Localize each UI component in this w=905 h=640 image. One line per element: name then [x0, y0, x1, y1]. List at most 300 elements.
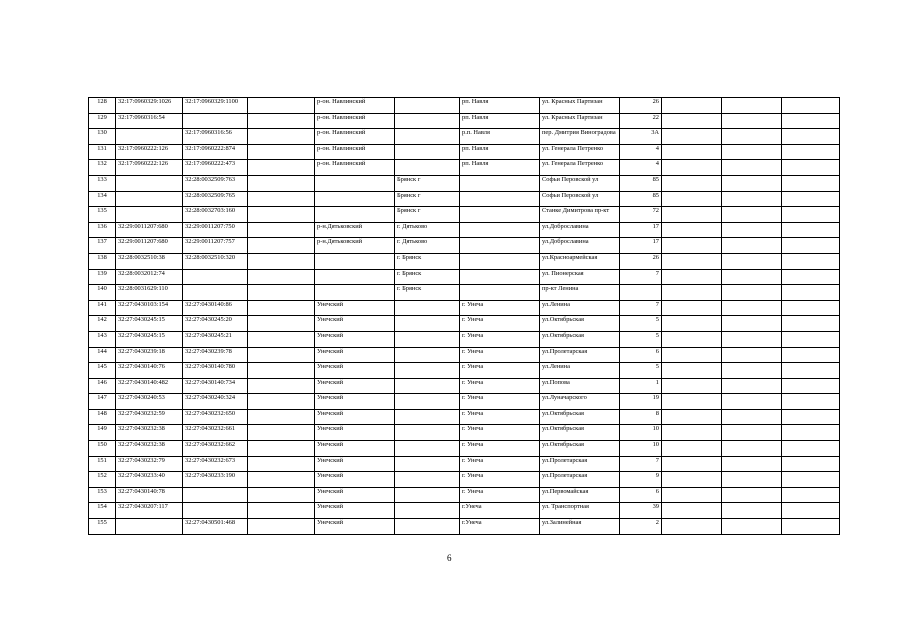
cell-city [395, 472, 460, 488]
cell-city: г. Брянск [395, 269, 460, 285]
cell-extra-column-2 [722, 316, 782, 332]
cell-street: ул.Доброславина [540, 222, 620, 238]
cell-district: Унечский [315, 316, 395, 332]
cell-row-number: 138 [89, 253, 116, 269]
cell-extra-column-2 [722, 129, 782, 145]
cell-house-number: 22 [620, 113, 662, 129]
cell-extra-column-1 [662, 441, 722, 457]
cell-blank-column [248, 253, 315, 269]
cell-blank-column [248, 347, 315, 363]
cell-extra-column-3 [782, 363, 840, 379]
cell-cadastral-number-land [116, 191, 183, 207]
cell-blank-column [248, 285, 315, 301]
table-row [89, 347, 840, 363]
cell-row-number: 130 [89, 129, 116, 145]
cell-city: г. Дятьково [395, 222, 460, 238]
cell-cadastral-number-land: 32:17:0960316:54 [116, 113, 183, 129]
cell-row-number: 132 [89, 160, 116, 176]
cell-settlement: рп. Навля [460, 98, 540, 114]
cell-extra-column-3 [782, 456, 840, 472]
cell-settlement [460, 238, 540, 254]
cell-cadastral-number-land: 32:27:0430240:53 [116, 394, 183, 410]
table-row [89, 487, 840, 503]
cell-street: Станке Димитрова пр-кт [540, 207, 620, 223]
cell-extra-column-2 [722, 503, 782, 519]
cell-cadastral-number-object: 32:17:0960316:56 [183, 129, 248, 145]
cell-extra-column-1 [662, 456, 722, 472]
cell-extra-column-2 [722, 253, 782, 269]
cell-cadastral-number-land: 32:27:0430232:38 [116, 441, 183, 457]
table-row [89, 113, 840, 129]
cell-extra-column-2 [722, 113, 782, 129]
cell-settlement: р.п. Навля [460, 129, 540, 145]
cell-blank-column [248, 98, 315, 114]
cell-extra-column-1 [662, 253, 722, 269]
cell-row-number: 154 [89, 503, 116, 519]
cell-house-number: 1 [620, 378, 662, 394]
cell-cadastral-number-land: 32:27:0430140:482 [116, 378, 183, 394]
cell-cadastral-number-land: 32:27:0430245:15 [116, 316, 183, 332]
cell-district: Унечский [315, 347, 395, 363]
cell-house-number: 72 [620, 207, 662, 223]
cell-extra-column-3 [782, 378, 840, 394]
cell-settlement: г. Унеча [460, 487, 540, 503]
cell-house-number: 17 [620, 222, 662, 238]
cell-cadastral-number-land: 32:27:0430103:154 [116, 300, 183, 316]
cell-settlement [460, 253, 540, 269]
cell-district: р-н.Дятьковский [315, 222, 395, 238]
cell-cadastral-number-object: 32:17:0960329:1100 [183, 98, 248, 114]
cell-blank-column [248, 519, 315, 535]
registry-table [88, 97, 840, 535]
cell-extra-column-1 [662, 394, 722, 410]
cell-house-number: 8 [620, 409, 662, 425]
cell-blank-column [248, 144, 315, 160]
cell-district: Унечский [315, 363, 395, 379]
table-row [89, 160, 840, 176]
cell-blank-column [248, 472, 315, 488]
cell-extra-column-3 [782, 253, 840, 269]
cell-extra-column-2 [722, 238, 782, 254]
cell-row-number: 137 [89, 238, 116, 254]
cell-settlement: рп. Навля [460, 144, 540, 160]
cell-cadastral-number-object: 32:29:0011207:757 [183, 238, 248, 254]
cell-settlement: г. Унеча [460, 425, 540, 441]
cell-street: ул.Попова [540, 378, 620, 394]
cell-row-number: 128 [89, 98, 116, 114]
cell-row-number: 134 [89, 191, 116, 207]
cell-street: ул.Октябрьская [540, 425, 620, 441]
cell-extra-column-3 [782, 300, 840, 316]
cell-district: р-он. Навлинский [315, 98, 395, 114]
cell-row-number: 147 [89, 394, 116, 410]
cell-settlement [460, 175, 540, 191]
cell-extra-column-1 [662, 363, 722, 379]
cell-extra-column-2 [722, 363, 782, 379]
cell-cadastral-number-object: 32:27:0430140:86 [183, 300, 248, 316]
cell-district: Унечский [315, 503, 395, 519]
cell-district: Унечский [315, 472, 395, 488]
cell-row-number: 143 [89, 331, 116, 347]
cell-cadastral-number-object: 32:27:0430240:324 [183, 394, 248, 410]
cell-extra-column-2 [722, 409, 782, 425]
cell-street: ул. Генерала Петренко [540, 144, 620, 160]
cell-extra-column-1 [662, 175, 722, 191]
cell-row-number: 150 [89, 441, 116, 457]
cell-street: ул.Октябрьская [540, 331, 620, 347]
table-row [89, 222, 840, 238]
cell-district: Унечский [315, 331, 395, 347]
cell-extra-column-1 [662, 129, 722, 145]
cell-city [395, 441, 460, 457]
cell-cadastral-number-object: 32:27:0430245:20 [183, 316, 248, 332]
cell-city [395, 129, 460, 145]
cell-extra-column-2 [722, 160, 782, 176]
cell-cadastral-number-object: 32:28:0032510:320 [183, 253, 248, 269]
cell-settlement: рп. Навля [460, 160, 540, 176]
cell-blank-column [248, 378, 315, 394]
table-row [89, 472, 840, 488]
cell-cadastral-number-land: 32:17:0960329:1026 [116, 98, 183, 114]
table-row [89, 316, 840, 332]
cell-city [395, 456, 460, 472]
cell-district [315, 175, 395, 191]
cell-row-number: 129 [89, 113, 116, 129]
cell-district: Унечский [315, 441, 395, 457]
cell-extra-column-1 [662, 98, 722, 114]
cell-house-number: 5 [620, 331, 662, 347]
cell-cadastral-number-land: 32:27:0430239:18 [116, 347, 183, 363]
cell-cadastral-number-object: 32:17:0960222:874 [183, 144, 248, 160]
cell-cadastral-number-object [183, 113, 248, 129]
cell-extra-column-1 [662, 222, 722, 238]
cell-extra-column-2 [722, 378, 782, 394]
cell-cadastral-number-land: 32:27:0430207:117 [116, 503, 183, 519]
cell-street: ул. Транспортная [540, 503, 620, 519]
cell-cadastral-number-land: 32:27:0430140:76 [116, 363, 183, 379]
cell-extra-column-2 [722, 394, 782, 410]
table-row [89, 207, 840, 223]
table-row [89, 409, 840, 425]
cell-settlement: г. Унеча [460, 316, 540, 332]
cell-extra-column-3 [782, 238, 840, 254]
cell-street: ул.Ленина [540, 363, 620, 379]
cell-extra-column-3 [782, 129, 840, 145]
cell-district: Унечский [315, 409, 395, 425]
cell-extra-column-2 [722, 456, 782, 472]
cell-extra-column-1 [662, 113, 722, 129]
cell-extra-column-1 [662, 238, 722, 254]
cell-extra-column-3 [782, 175, 840, 191]
cell-row-number: 135 [89, 207, 116, 223]
cell-house-number: 26 [620, 253, 662, 269]
cell-cadastral-number-object: 32:28:0032509:763 [183, 175, 248, 191]
page-number: 6 [447, 553, 452, 563]
cell-extra-column-1 [662, 285, 722, 301]
cell-house-number: 4 [620, 160, 662, 176]
cell-blank-column [248, 160, 315, 176]
cell-blank-column [248, 238, 315, 254]
cell-settlement: г. Унеча [460, 363, 540, 379]
cell-street: ул.Красноармейская [540, 253, 620, 269]
cell-city [395, 519, 460, 535]
cell-street: пер. Дмитрия Виноградова [540, 129, 620, 145]
cell-cadastral-number-object: 32:27:0430232:650 [183, 409, 248, 425]
table-row [89, 175, 840, 191]
cell-cadastral-number-land [116, 519, 183, 535]
cell-city [395, 160, 460, 176]
cell-house-number: 2 [620, 519, 662, 535]
cell-extra-column-3 [782, 160, 840, 176]
cell-extra-column-1 [662, 503, 722, 519]
cell-blank-column [248, 113, 315, 129]
cell-row-number: 145 [89, 363, 116, 379]
table-row [89, 191, 840, 207]
cell-extra-column-3 [782, 191, 840, 207]
cell-extra-column-2 [722, 300, 782, 316]
cell-extra-column-3 [782, 347, 840, 363]
cell-extra-column-2 [722, 285, 782, 301]
cell-extra-column-3 [782, 316, 840, 332]
cell-cadastral-number-object: 32:27:0430232:673 [183, 456, 248, 472]
cell-cadastral-number-object: 32:27:0430239:78 [183, 347, 248, 363]
cell-row-number: 149 [89, 425, 116, 441]
cell-cadastral-number-object: 32:28:0032509:765 [183, 191, 248, 207]
cell-cadastral-number-land: 32:27:0430232:38 [116, 425, 183, 441]
cell-blank-column [248, 503, 315, 519]
cell-settlement: рп. Навля [460, 113, 540, 129]
cell-row-number: 148 [89, 409, 116, 425]
cell-extra-column-1 [662, 378, 722, 394]
cell-row-number: 140 [89, 285, 116, 301]
table-row [89, 503, 840, 519]
cell-street: ул. Генерала Петренко [540, 160, 620, 176]
cell-street: Софьи Перовской ул [540, 191, 620, 207]
table-row [89, 394, 840, 410]
cell-extra-column-1 [662, 487, 722, 503]
cell-house-number: 85 [620, 175, 662, 191]
table-row [89, 456, 840, 472]
cell-district [315, 207, 395, 223]
cell-cadastral-number-object [183, 269, 248, 285]
cell-street: ул.Первомайская [540, 487, 620, 503]
cell-district: Унечский [315, 300, 395, 316]
cell-street: ул.Пролетарская [540, 347, 620, 363]
cell-street: ул.Пролетарская [540, 456, 620, 472]
cell-extra-column-2 [722, 207, 782, 223]
cell-extra-column-1 [662, 191, 722, 207]
cell-house-number: 7 [620, 300, 662, 316]
table-row [89, 331, 840, 347]
cell-city: Брянск г [395, 191, 460, 207]
cell-cadastral-number-object [183, 285, 248, 301]
cell-cadastral-number-object [183, 503, 248, 519]
cell-blank-column [248, 456, 315, 472]
cell-extra-column-2 [722, 331, 782, 347]
table-row [89, 425, 840, 441]
cell-extra-column-1 [662, 144, 722, 160]
cell-settlement: г. Унеча [460, 300, 540, 316]
cell-cadastral-number-land: 32:27:0430233:40 [116, 472, 183, 488]
cell-district [315, 269, 395, 285]
cell-row-number: 152 [89, 472, 116, 488]
cell-extra-column-1 [662, 331, 722, 347]
cell-settlement [460, 207, 540, 223]
cell-house-number: 5 [620, 363, 662, 379]
cell-row-number: 139 [89, 269, 116, 285]
cell-district: р-он. Навлинский [315, 160, 395, 176]
cell-cadastral-number-object: 32:27:0430140:780 [183, 363, 248, 379]
cell-cadastral-number-land: 32:28:0032510:38 [116, 253, 183, 269]
cell-extra-column-2 [722, 472, 782, 488]
cell-extra-column-3 [782, 472, 840, 488]
table-row [89, 441, 840, 457]
cell-extra-column-3 [782, 98, 840, 114]
cell-house-number: 17 [620, 238, 662, 254]
cell-blank-column [248, 207, 315, 223]
cell-settlement: г. Унеча [460, 331, 540, 347]
cell-settlement [460, 222, 540, 238]
cell-row-number: 133 [89, 175, 116, 191]
cell-house-number: 4 [620, 144, 662, 160]
cell-cadastral-number-land: 32:17:0960222:126 [116, 160, 183, 176]
cell-house-number: 19 [620, 394, 662, 410]
cell-blank-column [248, 191, 315, 207]
table-row [89, 144, 840, 160]
cell-extra-column-1 [662, 519, 722, 535]
cell-extra-column-1 [662, 347, 722, 363]
cell-settlement: г. Унеча [460, 441, 540, 457]
cell-extra-column-1 [662, 207, 722, 223]
cell-cadastral-number-object: 32:27:0430232:661 [183, 425, 248, 441]
table-row [89, 378, 840, 394]
cell-extra-column-2 [722, 487, 782, 503]
cell-district: Унечский [315, 519, 395, 535]
cell-extra-column-3 [782, 409, 840, 425]
table-row [89, 129, 840, 145]
cell-extra-column-3 [782, 331, 840, 347]
cell-extra-column-3 [782, 441, 840, 457]
cell-blank-column [248, 394, 315, 410]
cell-extra-column-2 [722, 269, 782, 285]
cell-extra-column-3 [782, 269, 840, 285]
cell-cadastral-number-object: 32:27:0430245:21 [183, 331, 248, 347]
cell-row-number: 141 [89, 300, 116, 316]
cell-blank-column [248, 129, 315, 145]
cell-extra-column-3 [782, 144, 840, 160]
cell-house-number: 7 [620, 456, 662, 472]
table-row [89, 238, 840, 254]
cell-extra-column-2 [722, 191, 782, 207]
cell-extra-column-1 [662, 316, 722, 332]
cell-cadastral-number-object: 32:27:0430140:734 [183, 378, 248, 394]
cell-extra-column-3 [782, 487, 840, 503]
table-row [89, 285, 840, 301]
cell-cadastral-number-land: 32:27:0430140:78 [116, 487, 183, 503]
table-row [89, 253, 840, 269]
cell-cadastral-number-land [116, 175, 183, 191]
cell-settlement: г. Унеча [460, 456, 540, 472]
cell-city [395, 98, 460, 114]
cell-district [315, 191, 395, 207]
cell-cadastral-number-object: 32:28:0032703:160 [183, 207, 248, 223]
cell-row-number: 155 [89, 519, 116, 535]
cell-cadastral-number-object: 32:27:0430501:468 [183, 519, 248, 535]
table-row [89, 98, 840, 114]
cell-house-number: 26 [620, 98, 662, 114]
cell-city: г. Брянск [395, 285, 460, 301]
cell-extra-column-2 [722, 519, 782, 535]
cell-row-number: 131 [89, 144, 116, 160]
table-row [89, 519, 840, 535]
cell-extra-column-2 [722, 441, 782, 457]
table-row [89, 300, 840, 316]
cell-house-number: 5 [620, 316, 662, 332]
cell-district: р-н.Дятьковский [315, 238, 395, 254]
cell-city [395, 487, 460, 503]
cell-city [395, 363, 460, 379]
cell-cadastral-number-object: 32:27:0430232:662 [183, 441, 248, 457]
cell-city [395, 113, 460, 129]
cell-street: ул.Октябрьская [540, 441, 620, 457]
cell-city: Брянск г [395, 175, 460, 191]
cell-street: ул. Красных Партизан [540, 98, 620, 114]
cell-city: Брянск г [395, 207, 460, 223]
cell-city [395, 316, 460, 332]
cell-street: ул.Ленина [540, 300, 620, 316]
cell-extra-column-1 [662, 269, 722, 285]
cell-extra-column-3 [782, 207, 840, 223]
cell-city: г. Брянск [395, 253, 460, 269]
cell-settlement [460, 285, 540, 301]
cell-street: пр-кт Ленина [540, 285, 620, 301]
cell-city: г. Дятьково [395, 238, 460, 254]
cell-cadastral-number-land [116, 129, 183, 145]
cell-cadastral-number-land: 32:29:0011207:680 [116, 238, 183, 254]
cell-house-number: 6 [620, 347, 662, 363]
cell-city [395, 331, 460, 347]
cell-house-number: 6 [620, 487, 662, 503]
cell-blank-column [248, 269, 315, 285]
cell-cadastral-number-land: 32:27:0430245:15 [116, 331, 183, 347]
cell-street: ул.Пролетарская [540, 472, 620, 488]
cell-district: Унечский [315, 456, 395, 472]
cell-settlement [460, 191, 540, 207]
cell-extra-column-3 [782, 113, 840, 129]
cell-blank-column [248, 409, 315, 425]
cell-extra-column-1 [662, 409, 722, 425]
cell-cadastral-number-object: 32:29:0011207:750 [183, 222, 248, 238]
cell-district: р-он. Навлинский [315, 113, 395, 129]
cell-blank-column [248, 487, 315, 503]
cell-cadastral-number-land [116, 207, 183, 223]
cell-extra-column-2 [722, 347, 782, 363]
cell-row-number: 142 [89, 316, 116, 332]
cell-extra-column-2 [722, 425, 782, 441]
cell-house-number: 10 [620, 441, 662, 457]
cell-house-number: 7 [620, 269, 662, 285]
cell-extra-column-3 [782, 519, 840, 535]
cell-street: ул. Пионерская [540, 269, 620, 285]
cell-house-number: 9 [620, 472, 662, 488]
cell-city [395, 394, 460, 410]
cell-house-number [620, 285, 662, 301]
cell-house-number: 85 [620, 191, 662, 207]
cell-cadastral-number-land: 32:27:0430232:59 [116, 409, 183, 425]
cell-house-number: 10 [620, 425, 662, 441]
cell-extra-column-1 [662, 472, 722, 488]
cell-district: Унечский [315, 378, 395, 394]
